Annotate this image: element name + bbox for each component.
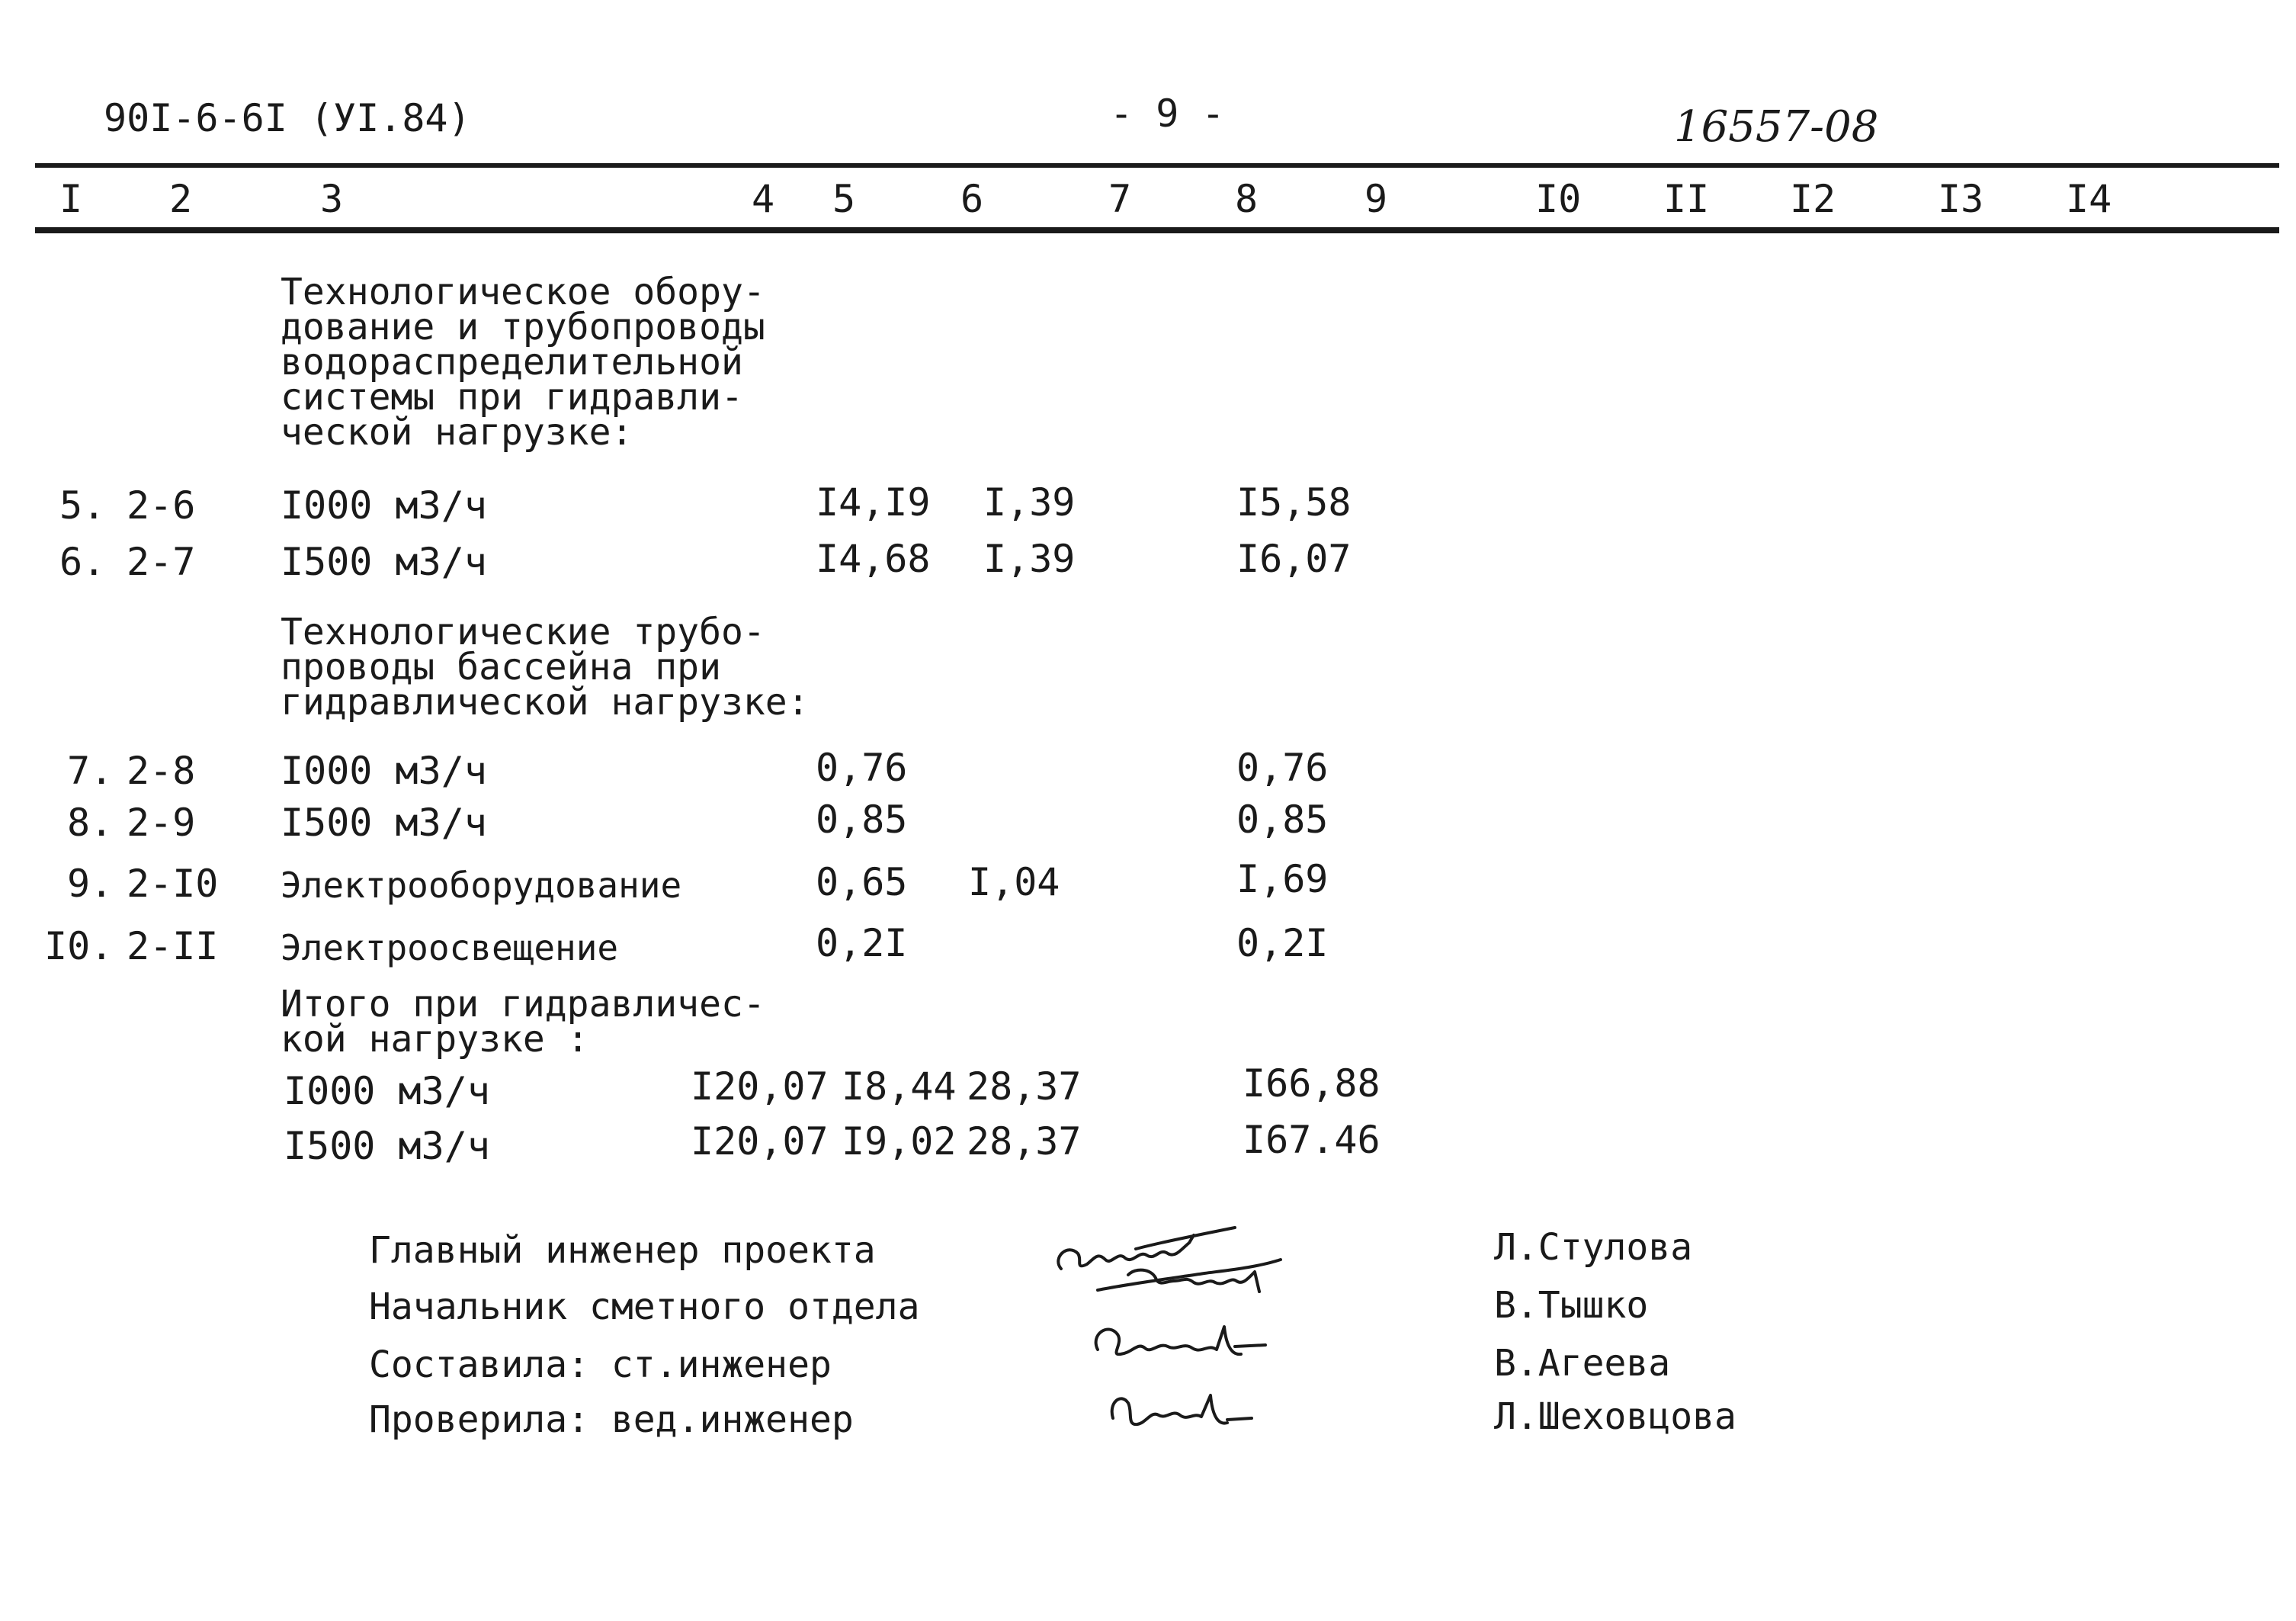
heading-line: Итого при гидравличес- [281,983,765,1026]
heading-line: ческой нагрузке: [281,411,633,454]
row-col6: I,39 [983,480,1076,525]
row-name: I000 м3/ч [281,483,487,528]
total-name: I500 м3/ч [284,1124,490,1168]
row-name: I000 м3/ч [281,749,487,793]
col-7: 7 [1108,177,1132,221]
signatory-role: Начальник сметного отдела [369,1286,920,1328]
col-10: I0 [1535,177,1582,221]
row-name: I500 м3/ч [281,540,487,584]
row-col8: 0,2I [1236,921,1329,965]
row-col5: I4,I9 [816,480,931,525]
total-col6: 28,37 [967,1119,1082,1164]
row-col5: 0,2I [816,921,908,965]
heading-line: проводы бассейна при [281,646,721,689]
row-col8: I6,07 [1236,537,1352,581]
col-2: 2 [169,177,193,221]
signatory-name: В.Тышко [1494,1284,1649,1327]
row-col5: 0,65 [816,860,908,904]
row-col5: 0,85 [816,798,908,842]
heading-line: дование и трубопроводы [281,306,765,348]
row-code: 2-7 [127,540,196,584]
heading-line: Технологические трубо- [281,611,765,653]
row-number: I0. [44,924,114,968]
signatory-name: Л.Стулова [1494,1226,1693,1269]
row-code: 2-II [127,924,219,968]
heading-line: гидравлической нагрузке: [281,681,810,724]
pipelines-heading [281,611,810,724]
row-col5: 0,76 [816,746,908,790]
heading-line: кой нагрузке : [281,1018,589,1061]
equipment-heading [281,271,765,454]
row-col6: I,04 [968,860,1060,904]
col-13: I3 [1938,177,1984,221]
col-4: 4 [752,177,775,221]
total-heading [281,983,765,1061]
signatory-role: Главный инженер проекта [369,1229,876,1272]
row-col8: 0,76 [1236,746,1329,790]
row-number: 9. [67,862,114,906]
col-1: I [59,177,83,221]
total-col8: I67.46 [1243,1118,1380,1162]
row-number: 6. [59,540,106,584]
col-6: 6 [960,177,984,221]
total-col4: I20,07 [691,1119,829,1164]
signatory-role: Проверила: вед.инженер [369,1398,854,1441]
row-code: 2-I0 [127,862,219,906]
row-code: 2-8 [127,749,196,793]
row-number: 5. [59,483,106,528]
total-col4: I20,07 [691,1064,829,1109]
col-5: 5 [832,177,856,221]
signatory-name: В.Агеева [1494,1342,1671,1385]
col-9: 9 [1364,177,1388,221]
col-3: 3 [320,177,344,221]
total-col8: I66,88 [1243,1061,1380,1106]
row-name: Электрооборудование [281,865,682,906]
col-11: II [1663,177,1710,221]
row-col8: I5,58 [1236,480,1352,525]
heading-line: Технологическое обору- [281,271,765,313]
total-col6: 28,37 [967,1064,1082,1109]
row-name: I500 м3/ч [281,801,487,845]
row-col5: I4,68 [816,537,931,581]
page-number: - 9 - [1110,91,1225,136]
total-name: I000 м3/ч [284,1069,490,1113]
signatory-role: Составила: ст.инженер [369,1343,832,1386]
row-col8: I,69 [1236,857,1329,901]
total-col5: I9,02 [842,1119,957,1164]
row-code: 2-9 [127,801,196,845]
row-number: 8. [67,801,114,845]
row-number: 7. [67,749,114,793]
col-8: 8 [1235,177,1259,221]
heading-line: водораспределительной [281,341,743,384]
row-col6: I,39 [983,537,1076,581]
registration-stamp: 16557-08 [1674,102,1879,152]
heading-line: системы при гидравли- [281,376,743,419]
row-code: 2-6 [127,483,196,528]
row-name: Электроосвещение [281,927,619,968]
col-12: I2 [1790,177,1836,221]
row-col8: 0,85 [1236,798,1329,842]
total-col5: I8,44 [842,1064,957,1109]
signatory-name: Л.Шеховцова [1494,1395,1736,1438]
document-code: 90I-6-6I (УI.84) [104,96,471,140]
top-rule [35,163,2279,168]
header-rule [35,227,2279,233]
handwritten-signatures [1044,1220,1349,1456]
col-14: I4 [2066,177,2112,221]
